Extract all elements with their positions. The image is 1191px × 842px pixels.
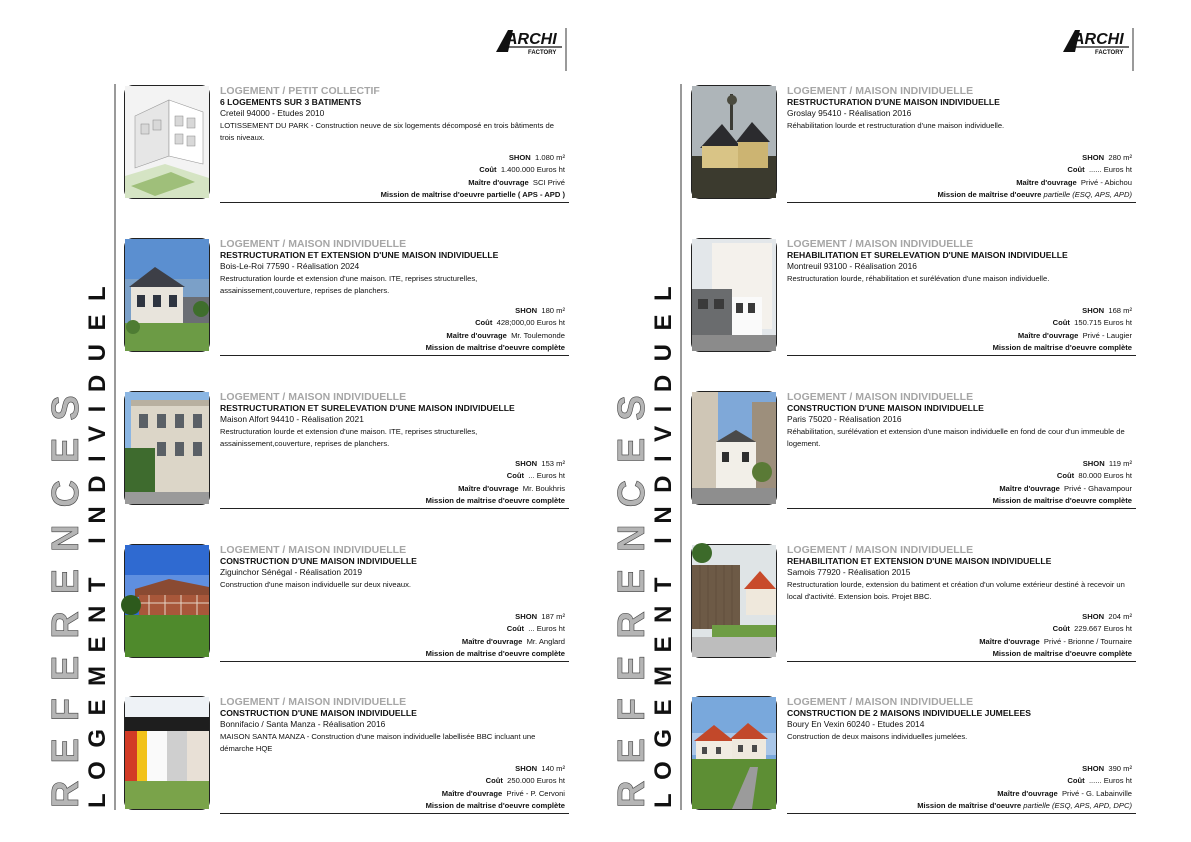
shon-value: 140 m² [541, 764, 565, 773]
maitre-label: Maître d'ouvrage [468, 177, 529, 187]
cout-label: Coût [479, 165, 497, 175]
cout-label: Coût [1067, 165, 1085, 175]
entry-location: Montreuil 93100 - Réalisation 2016 [787, 261, 917, 271]
project-photo [691, 391, 777, 505]
maitre-value: Mr. Toulemonde [511, 330, 565, 340]
entry-rule [787, 202, 1136, 203]
entry-description: Construction de deux maisons individuelles jumelées. [787, 732, 968, 741]
cout-value: 250.000 Euros ht [507, 776, 565, 786]
entry-specs [426, 763, 565, 812]
maitre-label: Maître d'ouvrage [458, 483, 519, 493]
entry-specs [381, 152, 565, 201]
entry-title: RESTRUCTURATION ET EXTENSION D'UNE MAISON INDIVIDUELLE [220, 250, 499, 260]
maitre-value: Mr. Anglard [526, 636, 565, 646]
reference-entry [691, 238, 1136, 358]
maitre-value: Mr. Boukhris [522, 483, 565, 493]
project-photo [691, 238, 777, 352]
mission-label: Mission de maîtrise d'oeuvre [425, 648, 530, 658]
side-divider [114, 84, 116, 810]
cout-label: Coût [1056, 471, 1075, 481]
entry-info [787, 391, 1136, 450]
mission-label: Mission de maîtrise d'oeuvre [917, 800, 1022, 810]
shon-label: SHON [1082, 306, 1105, 315]
entry-description: Réhabilitation, surélévation et extension d'une maison individuelle en fond de cour d'un immeuble de logement. [787, 427, 1125, 448]
entry-title: REHABILITATION ET EXTENSION D'UNE MAISON INDIVIDUELLE [787, 556, 1052, 566]
logo-text-factory: FACTORY [1095, 50, 1124, 56]
entry-info [220, 544, 569, 591]
mission-label: Mission de maîtrise d'oeuvre [425, 342, 530, 352]
entry-location: Maison Alfort 94410 - Réalisation 2021 [220, 414, 364, 424]
entry-category: LOGEMENT / MAISON INDIVIDUELLE [220, 696, 407, 708]
maitre-label: Maître d'ouvrage [461, 636, 523, 646]
entry-category: LOGEMENT / PETIT COLLECTIF [220, 85, 380, 97]
entry-category: LOGEMENT / MAISON INDIVIDUELLE [787, 696, 974, 708]
maitre-label: Maître d'ouvrage [999, 483, 1060, 493]
entry-rule [220, 202, 569, 203]
project-photo [691, 85, 777, 199]
entry-location: Creteil 94000 - Etudes 2010 [220, 108, 325, 118]
entry-title: RESTRUCTURATION ET SURELEVATION D'UNE MAISON INDIVIDUELLE [220, 403, 515, 413]
entry-description: Restructuration lourde et extension d'une maison. ITE, reprises structurelles, assainissement,couverture, reprises de planchers. [220, 274, 478, 295]
mission-label: Mission de maîtrise d'oeuvre [992, 648, 1097, 658]
cout-value: ...... Euros ht [1088, 165, 1132, 175]
maitre-value: SCI Privé [532, 177, 565, 187]
entry-rule [787, 355, 1136, 356]
cout-value: ...... Euros ht [1088, 776, 1132, 786]
project-photo [691, 544, 777, 658]
cout-label: Coût [475, 318, 493, 328]
project-photo [124, 85, 210, 199]
mission-label: Mission de maîtrise d'oeuvre [425, 495, 530, 505]
vertical-title [45, 86, 111, 814]
cout-value: 150.715 Euros ht [1074, 318, 1132, 328]
reference-entry [691, 391, 1136, 511]
shon-label: SHON [508, 153, 531, 162]
side-divider [680, 84, 682, 810]
shon-value: 1.080 m² [535, 153, 565, 162]
entry-description: Construction d'une maison individuelle sur deux niveaux. [220, 580, 411, 589]
entry-description: Restructuration lourde, extension du batiment et création d'un volume extérieur destiné à recevoir un local d'activité. Extension bois. Projet BBC. [787, 580, 1125, 601]
maitre-label: Maître d'ouvrage [979, 636, 1040, 646]
reference-entry [124, 544, 569, 664]
mission-value: complète [1098, 495, 1132, 505]
entry-title: CONSTRUCTION DE 2 MAISONS INDIVIDUELLE JUMELEES [787, 708, 1031, 718]
mission-value: complète [531, 648, 565, 658]
maitre-label: Maître d'ouvrage [1016, 177, 1077, 187]
reference-entry [691, 544, 1136, 664]
archi-factory-logo [494, 26, 564, 56]
shon-value: 168 m² [1108, 306, 1132, 315]
entry-info [787, 696, 1136, 743]
shon-value: 187 m² [541, 612, 565, 621]
entry-location: Bonnifacio / Santa Manza - Réalisation 2016 [220, 719, 386, 729]
maitre-value: Privé - Abichou [1080, 177, 1132, 187]
mission-label: Mission de maîtrise d'oeuvre [425, 800, 530, 810]
mission-value: complète [531, 495, 565, 505]
entry-location: Samois 77920 - Réalisation 2015 [787, 567, 911, 577]
mission-label: Mission de maîtrise d'oeuvre [380, 189, 485, 199]
shon-value: 153 m² [541, 459, 565, 468]
entry-rule [220, 508, 569, 509]
entry-location: Groslay 95410 - Réalisation 2016 [787, 108, 912, 118]
entry-rule [787, 813, 1136, 814]
entry-category: LOGEMENT / MAISON INDIVIDUELLE [787, 391, 974, 403]
title-references: REFERENCES [45, 378, 87, 808]
entry-info [787, 85, 1136, 132]
project-photo [124, 544, 210, 658]
shon-label: SHON [515, 612, 538, 621]
maitre-value: Privé - P. Cervoni [506, 788, 565, 798]
archi-factory-logo [1061, 26, 1131, 56]
reference-entry [124, 85, 569, 205]
title-logement-individuel: LOGEMENT INDIVIDUEL [650, 272, 677, 808]
project-photo [124, 391, 210, 505]
entry-description: Restructuration lourde et extension d'une maison. ITE, reprises structurelles, assainissement,couverture, reprises de planchers. [220, 427, 478, 448]
entry-specs [426, 305, 565, 354]
cout-label: Coût [1067, 776, 1085, 786]
entry-info [220, 696, 569, 755]
shon-label: SHON [1082, 153, 1105, 162]
header-divider [565, 28, 567, 71]
entry-info [787, 238, 1136, 285]
entry-specs [979, 611, 1132, 660]
maitre-label: Maître d'ouvrage [441, 788, 503, 798]
header-divider [1132, 28, 1134, 71]
entry-description: Restructuration lourde, réhabilitation et surélévation d'une maison individuelle. [787, 274, 1050, 283]
entry-title: CONSTRUCTION D'UNE MAISON INDIVIDUELLE [220, 708, 417, 718]
mission-value: complète [531, 800, 565, 810]
entry-category: LOGEMENT / MAISON INDIVIDUELLE [787, 544, 974, 556]
cout-value: 428;000,00 Euros ht [496, 318, 565, 328]
shon-label: SHON [1082, 459, 1105, 468]
entry-specs [993, 458, 1132, 507]
maitre-label: Maître d'ouvrage [446, 330, 507, 340]
entry-title: CONSTRUCTION D'UNE MAISON INDIVIDUELLE [220, 556, 417, 566]
left-page [0, 0, 595, 842]
title-references: REFERENCES [611, 378, 653, 808]
shon-value: 119 m² [1108, 459, 1132, 468]
vertical-title [611, 86, 677, 814]
maitre-value: Privé - Brionne / Tournaire [1043, 636, 1132, 646]
entry-category: LOGEMENT / MAISON INDIVIDUELLE [220, 391, 407, 403]
cout-value: ... Euros ht [528, 471, 565, 481]
mission-value: partielle (ESQ, APS, APD, DPC) [1023, 800, 1132, 810]
mission-value: complète [1098, 342, 1132, 352]
maitre-value: Privé - Ghavampour [1064, 483, 1132, 493]
reference-entry [124, 238, 569, 358]
mission-value: complète [531, 342, 565, 352]
reference-entry [124, 391, 569, 511]
entry-location: Paris 75020 - Réalisation 2016 [787, 414, 902, 424]
logo-text-archi: ARCHI [1073, 31, 1124, 48]
reference-entry [124, 696, 569, 816]
entry-rule [787, 661, 1136, 662]
maitre-label: Maître d'ouvrage [1017, 330, 1079, 340]
shon-value: 180 m² [541, 306, 565, 315]
entry-location: Boury En Vexin 60240 - Etudes 2014 [787, 719, 925, 729]
entry-title: CONSTRUCTION D'UNE MAISON INDIVIDUELLE [787, 403, 984, 413]
cout-label: Coût [1052, 318, 1070, 328]
shon-label: SHON [1082, 612, 1105, 621]
project-photo [124, 696, 210, 810]
entry-info [787, 544, 1136, 603]
logo-text-factory: FACTORY [528, 50, 557, 56]
entry-title: REHABILITATION ET SURELEVATION D'UNE MAISON INDIVIDUELLE [787, 250, 1068, 260]
shon-value: 390 m² [1108, 764, 1132, 773]
shon-label: SHON [515, 764, 538, 773]
cout-label: Coût [506, 624, 525, 634]
project-photo [124, 238, 210, 352]
cout-label: Coût [1052, 624, 1070, 634]
title-logement-individuel: LOGEMENT INDIVIDUEL [84, 272, 111, 808]
right-page [596, 0, 1191, 842]
mission-label: Mission de maîtrise d'oeuvre [992, 342, 1097, 352]
reference-entry [691, 696, 1136, 816]
maitre-label: Maître d'ouvrage [997, 788, 1058, 798]
cout-value: ... Euros ht [528, 624, 565, 634]
entry-specs [426, 611, 565, 660]
shon-label: SHON [515, 306, 538, 315]
entry-info [220, 238, 569, 297]
logo-text-archi: ARCHI [506, 31, 557, 48]
mission-value: partielle (ESQ, APS, APD) [1043, 189, 1132, 199]
shon-value: 204 m² [1108, 612, 1132, 621]
entry-info [220, 85, 569, 144]
entry-category: LOGEMENT / MAISON INDIVIDUELLE [787, 85, 974, 97]
entry-specs [917, 763, 1132, 812]
maitre-value: Privé - Laugier [1082, 330, 1132, 340]
entry-specs [937, 152, 1132, 201]
reference-entry [691, 85, 1136, 205]
entry-info [220, 391, 569, 450]
cout-label: Coût [506, 471, 525, 481]
mission-label: Mission de maîtrise d'oeuvre [992, 495, 1097, 505]
project-photo [691, 696, 777, 810]
entry-title: 6 LOGEMENTS SUR 3 BATIMENTS [220, 97, 362, 107]
entry-rule [787, 508, 1136, 509]
entry-category: LOGEMENT / MAISON INDIVIDUELLE [220, 238, 407, 250]
shon-label: SHON [1082, 764, 1105, 773]
cout-value: 229.667 Euros ht [1074, 624, 1132, 634]
entry-title: RESTRUCTURATION D'UNE MAISON INDIVIDUELLE [787, 97, 1000, 107]
entry-specs [426, 458, 565, 507]
shon-label: SHON [515, 459, 538, 468]
shon-value: 280 m² [1108, 153, 1132, 162]
entry-rule [220, 355, 569, 356]
mission-value: partielle ( APS - APD ) [486, 189, 565, 199]
entry-description: LOTISSEMENT DU PARK - Construction neuve de six logements décomposé en trois bâtiments de trois niveaux. [220, 121, 554, 142]
cout-value: 1.400.000 Euros ht [500, 165, 565, 175]
entry-category: LOGEMENT / MAISON INDIVIDUELLE [220, 544, 407, 556]
mission-value: complète [1098, 648, 1132, 658]
entry-rule [220, 661, 569, 662]
cout-label: Coût [485, 776, 503, 786]
entry-location: Ziguinchor Sénégal - Réalisation 2019 [220, 567, 362, 577]
maitre-value: Privé - G. Labainville [1061, 788, 1132, 798]
entry-location: Bois-Le-Roi 77590 - Réalisation 2024 [220, 261, 360, 271]
mission-label: Mission de maîtrise d'oeuvre [937, 189, 1042, 199]
entry-category: LOGEMENT / MAISON INDIVIDUELLE [787, 238, 974, 250]
entry-description: MAISON SANTA MANZA - Construction d'une maison individuelle labellisée BBC incluant une démarche HQE [220, 732, 536, 753]
entry-rule [220, 813, 569, 814]
entry-specs [993, 305, 1132, 354]
cout-value: 80.000 Euros ht [1078, 471, 1132, 481]
entry-description: Réhabilitation lourde et restructuration d'une maison individuelle. [787, 121, 1005, 130]
